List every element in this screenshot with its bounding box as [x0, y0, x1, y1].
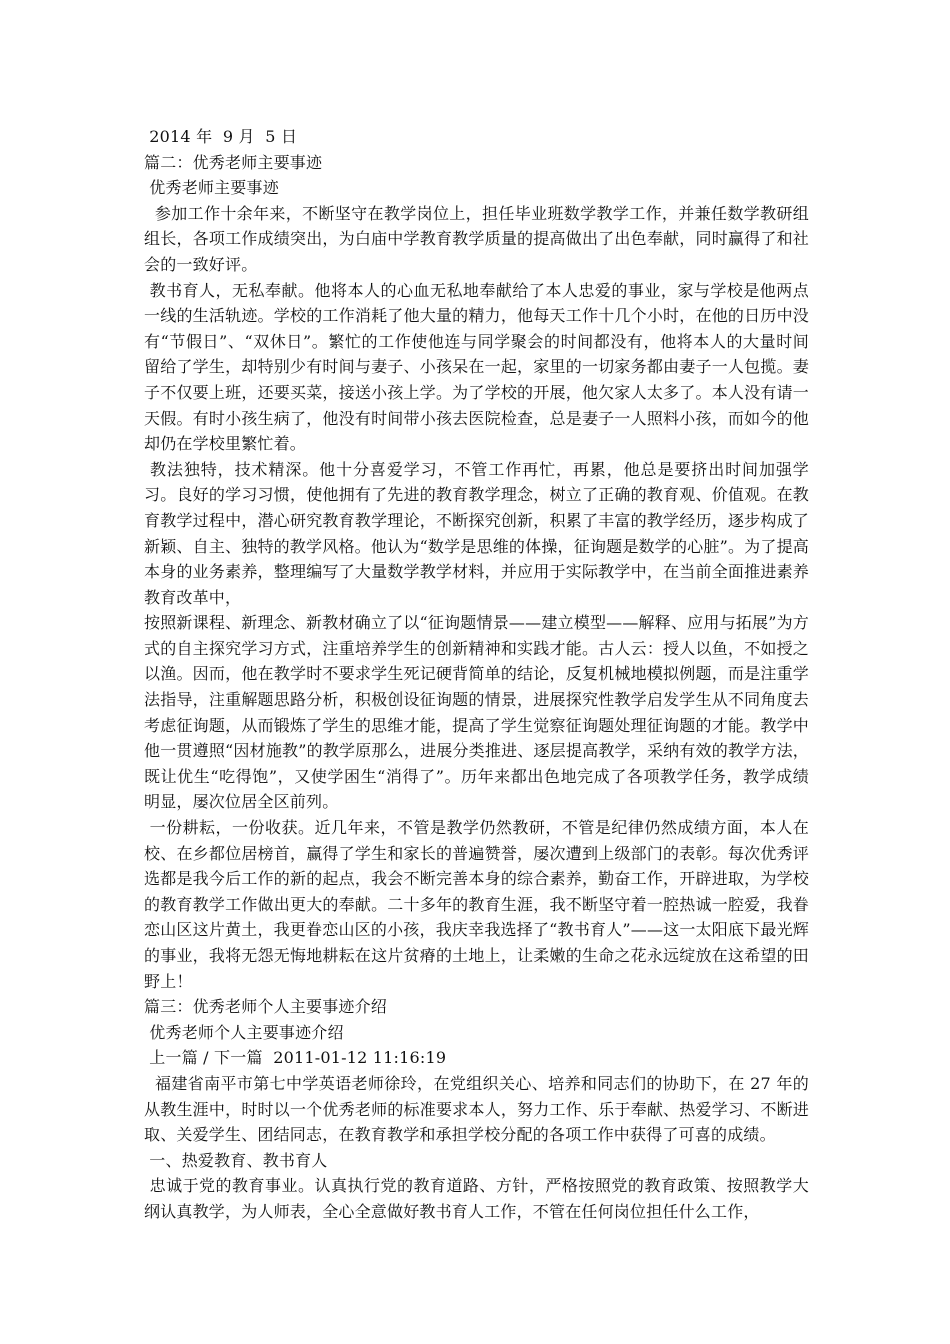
- section3-heading-1: 一、热爱教育、教书育人: [144, 1150, 328, 1170]
- section3-intro-paragraph: 福建省南平市第七中学英语老师徐玲，在党组织关心、培养和同志们的协助下，在 27 年的从教生涯中，时时以一个优秀老师的标准要求本人，努力工作、乐于奉献、热爱学习、不断进取、关爱学生、团结同志，在教育教学和承担学校分配的各项工作中获得了可喜的成绩。: [144, 1073, 809, 1145]
- document-body: [144, 124, 809, 1225]
- date-line: 2014 年 9 月 5 日: [144, 127, 298, 146]
- section2-paragraph-4: 按照新课程、新理念、新教材确立了以“征询题情景——建立模型——解释、应用与拓展”为方式的自主探究学习方式，注重培养学生的创新精神和实践才能。古人云：授人以鱼，不如授之以渔。因而，他在教学时不要求学生死记硬背简单的结论，反复机械地模拟例题，而是注重学法指导，注重解题思路分析，积极创设征询题的情景，进展探究性教学启发学生从不同角度去考虑征询题，从而锻炼了学生的思维才能，提高了学生觉察征询题处理征询题的才能。教学中他一贯遵照“因材施教”的教学原那么，进展分类推进、逐层提高教学，采纳有效的教学方法，既让优生“吃得饱”，又使学困生“消得了”。历年来都出色地完成了各项教学任务，教学成绩明显，屡次位居全区前列。: [144, 613, 809, 812]
- section3-title: 篇三：优秀老师个人主要事迹介绍: [144, 997, 388, 1017]
- section2-paragraph-3: 教法独特，技术精深。他十分喜爱学习，不管工作再忙，再累，他总是要挤出时间加强学习。良好的学习习惯，使他拥有了先进的教育教学理念，树立了正确的教育观、价值观。在教育教学过程中，潜心研究教育教学理论，不断探究创新，积累了丰富的教学经历，逐步构成了新颖、自主、独特的教学风格。他认为“数学是思维的体操，征询题是数学的心脏”。为了提高本身的业务素养，整理编写了大量数学教学材料，并应用于实际教学中，在当前全面推进素养教育改革中，: [144, 459, 809, 607]
- section3-paragraph-1: 忠诚于党的教育事业。认真执行党的教育道路、方针，严格按照党的教育政策、按照教学大纲认真教学，为人师表，全心全意做好教书育人工作，不管在任何岗位担任什么工作，: [144, 1176, 809, 1221]
- section2-paragraph-1: 参加工作十余年来，不断坚守在教学岗位上，担任毕业班数学教学工作，并兼任数学教研组组长，各项工作成绩突出，为白庙中学教育教学质量的提高做出了出色奉献，同时赢得了和社会的一致好评。: [144, 203, 809, 274]
- section2-title: 篇二：优秀老师主要事迹: [144, 152, 323, 172]
- section2-paragraph-5: 一份耕耘，一份收获。近几年来，不管是教学仍然教研，不管是纪律仍然成绩方面，本人在校、在乡都位居榜首，赢得了学生和家长的普遍赞誉，屡次遭到上级部门的表彰。每次优秀评选都是我今后工作的新的起点，我会不断完善本身的综合素养，勤奋工作，开辟进取，为学校的教育教学工作做出更大的奉献。二十多年的教育生涯，我不断坚守着一腔热诚一腔爱，我眷恋山区这片黄土，我更眷恋山区的小孩，我庆幸我选择了“教书育人”——这一太阳底下最光辉的事业，我将无怨无悔地耕耘在这片贫瘠的土地上，让柔嫩的生命之花永远绽放在这希望的田野上！: [144, 818, 809, 991]
- section3-nav-line: 上一篇 / 下一篇 2011-01-12 11:16:19: [144, 1048, 447, 1068]
- section2-paragraph-2: 教书育人，无私奉献。他将本人的心血无私地奉献给了本人忠爱的事业，家与学校是他两点一线的生活轨迹。学校的工作消耗了他大量的精力，他每天工作十几个小时，在他的日历中没有“节假日”、“双休日”。繁忙的工作使他连与同学聚会的时间都没有，他将本人的大量时间留给了学生，却特别少有时间与妻子、小孩呆在一起，家里的一切家务都由妻子一人包揽。妻子不仅要上班，还要买菜，接送小孩上学。为了学校的开展，他欠家人太多了。本人没有请一天假。有时小孩生病了，他没有时间带小孩去医院检查，总是妻子一人照料小孩，而如今的他却仍在学校里繁忙着。: [144, 280, 809, 454]
- section2-subtitle: 优秀老师主要事迹: [144, 178, 279, 198]
- section3-subtitle: 优秀老师个人主要事迹介绍: [144, 1022, 344, 1042]
